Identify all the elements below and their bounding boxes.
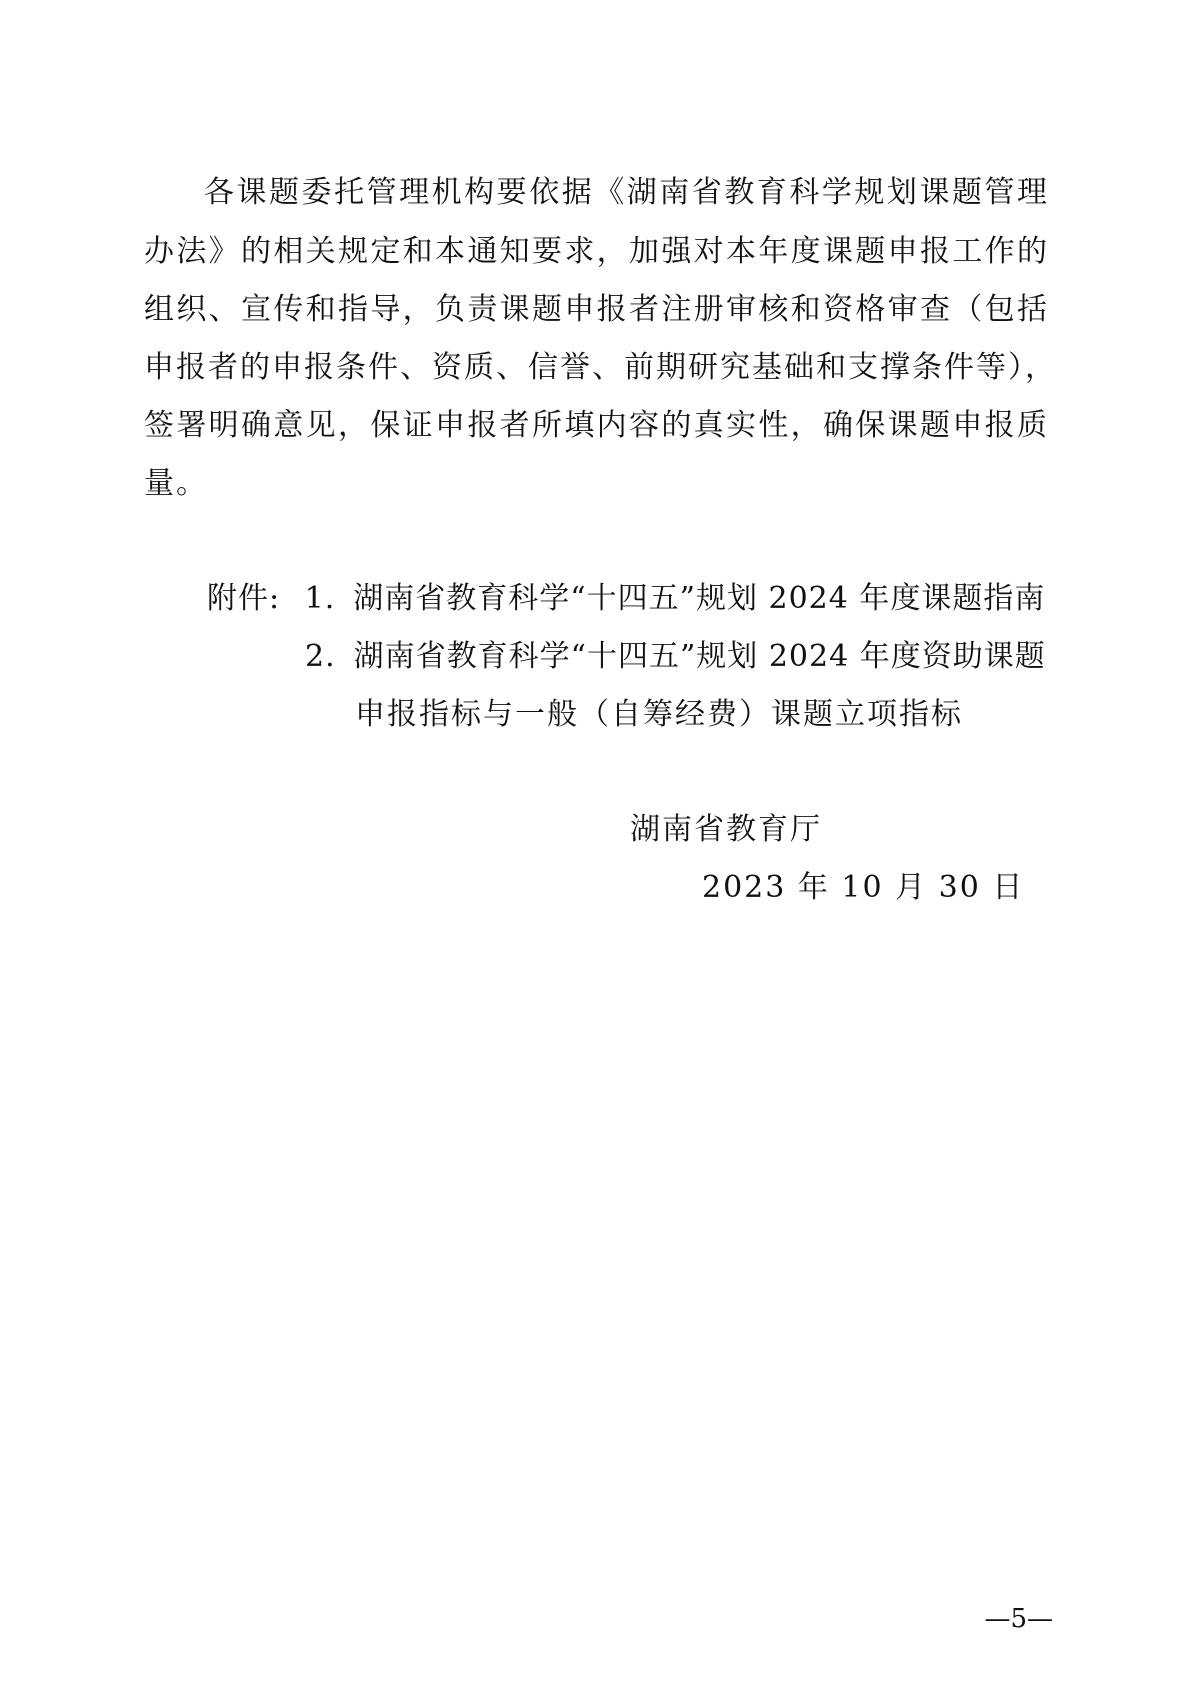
issuer-name: 湖南省教育厅 (630, 812, 822, 847)
body-line-3: 组织、宣传和指导，负责课题申报者注册审核和资格审查（包括 (144, 292, 1049, 327)
body-line-4: 申报者的申报条件、资质、信誉、前期研究基础和支撑条件等）， (144, 350, 1057, 385)
attachment-title: 湖南省教育科学“十四五”规划 2024 年度课题指南 (353, 581, 1046, 616)
attachment-number: 2. (305, 639, 336, 674)
issue-date: 2023 年 10 月 30 日 (702, 870, 1025, 905)
page-number: —5— (984, 1604, 1053, 1634)
attachment-item-1 (207, 579, 1045, 619)
attachment-number: 1. (304, 581, 336, 616)
body-line-6: 量。 (144, 466, 208, 501)
attachment-item-2 (305, 637, 1046, 677)
attachment-item-2-continuation: 申报指标与一般（自筹经费）课题立项指标 (355, 697, 963, 732)
attachments-label: 附件: (207, 581, 281, 616)
body-line-2: 办法》的相关规定和本通知要求，加强对本年度课题申报工作的 (144, 234, 1049, 269)
body-line-5: 签署明确意见，保证申报者所填内容的真实性，确保课题申报质 (144, 408, 1049, 443)
attachment-title: 湖南省教育科学“十四五”规划 2024 年度资助课题 (353, 639, 1046, 674)
body-line-1: 各课题委托管理机构要依据《湖南省教育科学规划课题管理 (204, 175, 1049, 210)
